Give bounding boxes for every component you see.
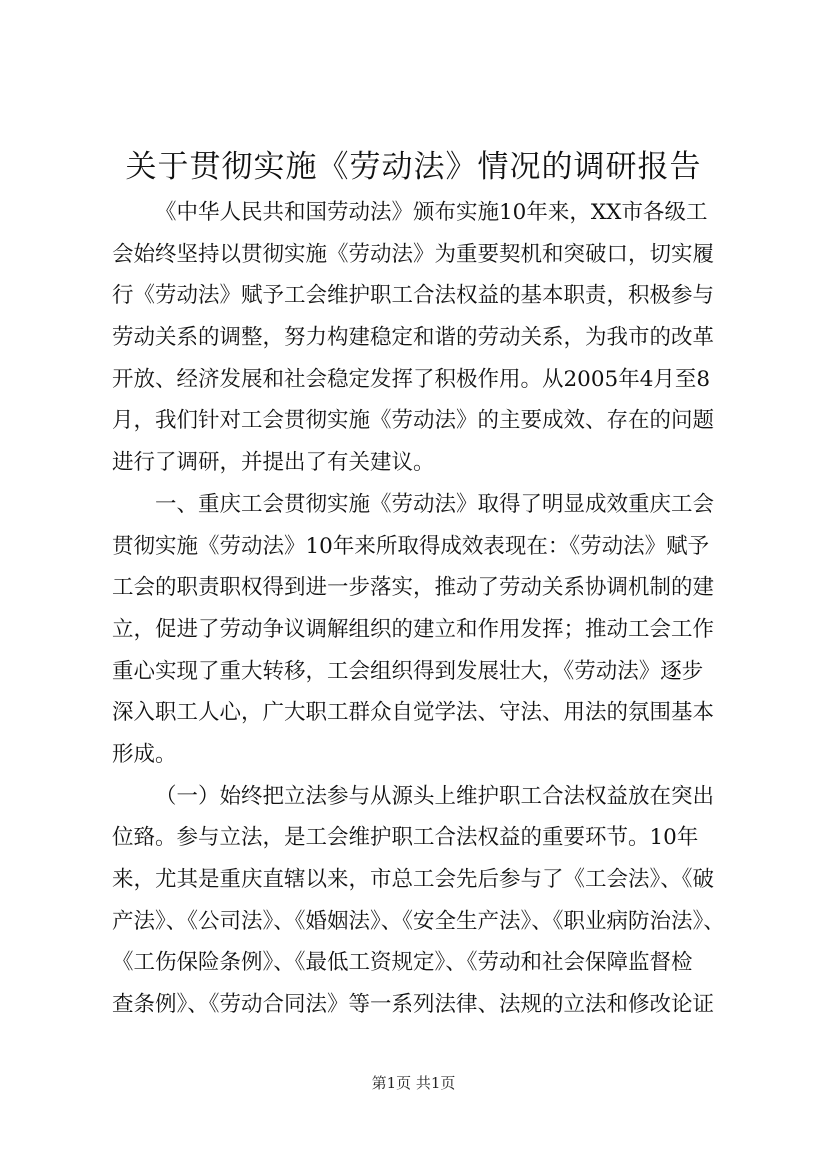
document-body xyxy=(112,192,725,1026)
paragraph-line: 位臵。参与立法，是工会维护职工合法权益的重要环节。10年 xyxy=(112,825,699,851)
paragraph-line: 深入职工人心，广大职工群众自觉学法、守法、用法的氛围基本 xyxy=(112,700,715,726)
paragraph-line: 一、重庆工会贯彻实施《劳动法》取得了明显成效重庆工会 xyxy=(155,491,715,517)
paragraph-line: 进行了调研，并提出了有关建议。 xyxy=(112,450,435,476)
paragraph-line: 产法》、《公司法》、《婚姻法》、《安全生产法》、《职业病防治法》、 xyxy=(112,908,725,934)
page-number: 第1页 共1页 xyxy=(371,1074,456,1092)
paragraph-line: 查条例》、《劳动合同法》等一系列法律、法规的立法和修改论证 xyxy=(112,992,715,1018)
paragraph-line: 工会的职责职权得到进一步落实，推动了劳动关系协调机制的建 xyxy=(112,575,715,601)
paragraph-line: 来，尤其是重庆直辖以来，市总工会先后参与了《工会法》、《破 xyxy=(112,867,715,892)
paragraph-line: 形成。 xyxy=(112,741,177,767)
paragraph-line: 劳动关系的调整，努力构建稳定和谐的劳动关系，为我市的改革 xyxy=(112,325,715,351)
paragraph-line: 立，促进了劳动争议调解组织的建立和作用发挥；推动工会工作 xyxy=(112,616,715,642)
paragraph-line: 《工伤保险条例》、《最低工资规定》、《劳动和社会保障监督检 xyxy=(112,950,693,976)
paragraph-line: 开放、经济发展和社会稳定发挥了积极作用。从2005年4月至8 xyxy=(112,366,711,392)
paragraph-line: 会始终坚持以贯彻实施《劳动法》为重要契机和突破口，切实履 xyxy=(112,241,715,267)
document-title: 关于贯彻实施《劳动法》情况的调研报告 xyxy=(125,149,702,185)
paragraph-line: 月，我们针对工会贯彻实施《劳动法》的主要成效、存在的问题 xyxy=(112,408,715,434)
paragraph-line: 行《劳动法》赋予工会维护职工合法权益的基本职责，积极参与 xyxy=(112,283,715,309)
paragraph-line: 重心实现了重大转移，工会组织得到发展壮大，《劳动法》逐步 xyxy=(112,658,704,684)
paragraph-line: 贯彻实施《劳动法》10年来所取得成效表现在：《劳动法》赋予 xyxy=(112,533,710,559)
paragraph-line: 《中华人民共和国劳动法》颁布实施10年来，XX市各级工 xyxy=(155,200,708,225)
paragraph-line: （一）始终把立法参与从源头上维护职工合法权益放在突出 xyxy=(155,783,715,809)
